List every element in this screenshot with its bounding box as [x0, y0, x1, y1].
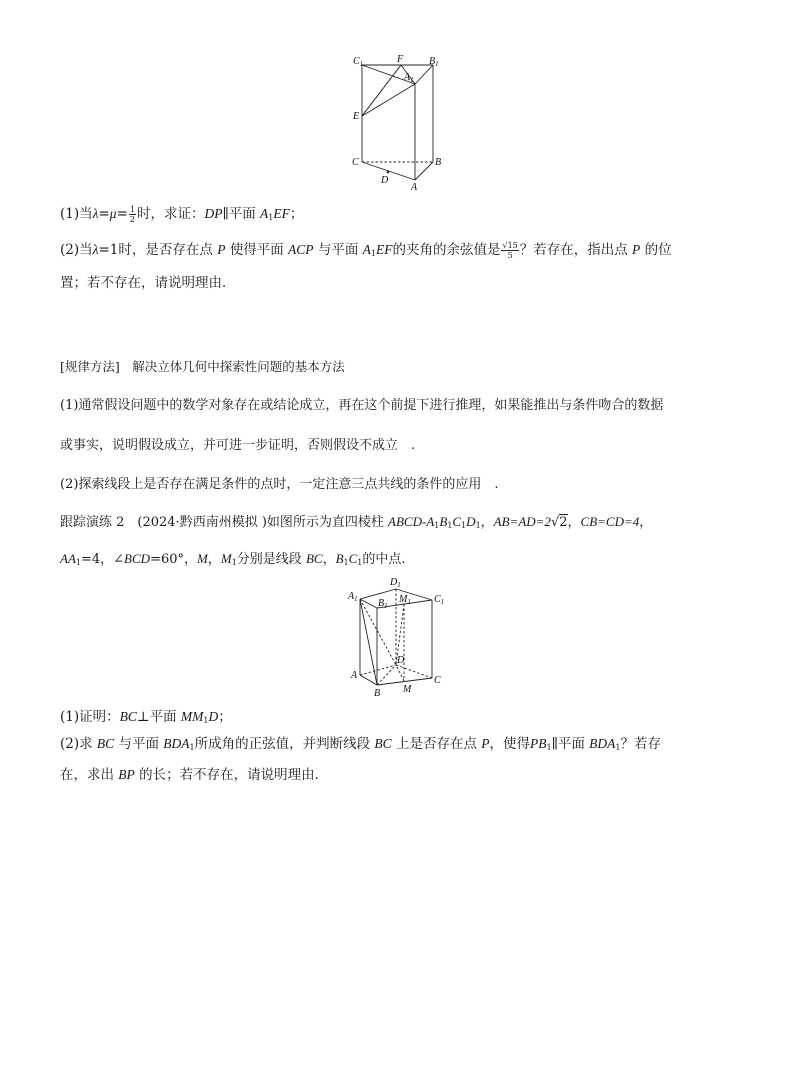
prism-figure-2-svg — [340, 575, 460, 700]
prism-figure-1-svg — [340, 52, 450, 192]
label2-a: A — [351, 670, 358, 681]
label2-b: B — [374, 688, 381, 699]
point-d — [387, 171, 390, 174]
label2-d1: $D_1$ — [390, 577, 401, 589]
label2-b1: $B_1$ — [378, 598, 388, 610]
method-title: [规律方法] 解决立体几何中探索性问题的基本方法 — [60, 359, 345, 374]
method-item1-line2: 或事实，说明假设成立，并可进一步证明，否则假设不成立 . — [60, 438, 416, 453]
method-item1-line1: (1)通常假设问题中的数学对象存在或结论成立，再在这个前提下进行推理，如果能推出与条件吻合的数据 — [60, 398, 664, 413]
prism-figure-2 — [340, 575, 460, 700]
label-f: F — [397, 54, 404, 65]
problem2-part2-cont: 在，求出 BP 的长；若不存在，请说明理由． — [60, 767, 329, 783]
problem1-part2-cont: 置；若不存在，请说明理由． — [60, 275, 236, 291]
label-a: A — [411, 182, 418, 193]
follow-line2: $AA_1=4$，∠BCD=60°，M，$M_1$分别是线段 BC，$B_1C_1$的中点. — [60, 551, 406, 567]
method-item2: (2)探索线段上是否存在满足条件的点时，一定注意三点共线的条件的应用 . — [60, 477, 499, 492]
label2-c: C — [434, 675, 441, 686]
label-d: D — [381, 175, 389, 186]
label-c: C — [352, 157, 359, 168]
label2-d: D — [397, 655, 405, 666]
problem1-part1: (1)当λ=μ= $\frac{1}{2}$ 时，求证：DP∥平面 $A_1EF$； — [60, 205, 304, 224]
problem2-part2: (2)求 BC 与平面 $BDA_1$所成角的正弦值，并判断线段 BC 上是否存在点 P，使得$PB_1\parallel$平面 $BDA_1$？若存 — [60, 736, 662, 752]
label-a1: $A_1$ — [404, 72, 414, 84]
follow-line1: 跟踪演练 2 (2024·黔西南州模拟 )如图所示为直四棱柱 ABCD-$A_1B_1C_1D_1$，AB=AD=2√2，CB=CD=4， — [60, 514, 653, 530]
label2-c1: $C_1$ — [434, 594, 445, 606]
sqrt-symbol: √ — [550, 515, 560, 530]
label-e: E — [353, 111, 360, 122]
label2-m1: $M_1$ — [399, 594, 411, 606]
label2-m: M — [403, 684, 412, 695]
problem1-part2: (2)当λ=1时，是否存在点 P 使得平面 ACP 与平面 $A_1EF$的夹角的余弦值是 $\frac{√15}{5}$ ？若存在，指出点 P 的位 — [60, 241, 672, 260]
label-c1: $C_1$ — [353, 56, 364, 68]
label-b1: $B_1$ — [429, 56, 439, 68]
problem2-part1: (1)证明：BC⊥平面 $MM_1D$； — [60, 709, 232, 725]
label2-a1: $A_1$ — [348, 591, 358, 603]
prism-figure-1 — [340, 52, 450, 192]
label-b: B — [435, 157, 442, 168]
fraction-half: $\frac{1}{2}$ — [129, 205, 135, 224]
fraction-sqrt15-over-5: $\frac{√15}{5}$ — [502, 241, 518, 260]
